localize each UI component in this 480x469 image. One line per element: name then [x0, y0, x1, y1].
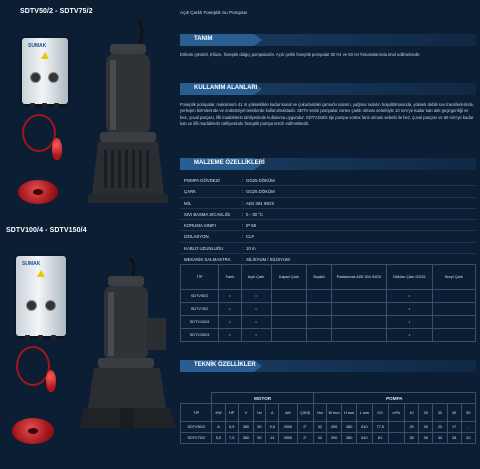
table-header-row — [181, 404, 476, 422]
table-cell: HP — [225, 404, 238, 422]
property-row: KORUMA SINIFI : IP 68 — [180, 220, 476, 231]
property-row: SIVI BASMA SICAKLIĞI : 0 - 30 °C — [180, 209, 476, 220]
table-cell — [432, 303, 475, 316]
switch-knob-icon — [26, 300, 37, 311]
table-cell — [271, 329, 307, 342]
table-cell: V — [238, 404, 253, 422]
property-row: İZOLASYON : CLF — [180, 231, 476, 242]
table-cell: 9,5 — [266, 422, 279, 433]
pump-image-bottom — [80, 258, 176, 438]
table-cell: 17 — [447, 422, 461, 433]
table-group-row — [181, 393, 476, 404]
control-box-bottom — [16, 256, 66, 336]
table-header-row — [181, 265, 476, 290]
table-cell — [331, 329, 386, 342]
table-cell: MOTOR — [212, 393, 313, 404]
table-cell: 380 — [342, 433, 357, 444]
table-cell: SDTV75/2 — [181, 433, 212, 444]
table-cell: 5,5 — [212, 433, 225, 444]
section-header-tanim — [180, 34, 476, 46]
table-cell: TİP — [181, 404, 212, 422]
table-cell: 77,5 — [372, 422, 388, 433]
table-cell — [331, 316, 386, 329]
kullanim-text: Foseptik pompalar, maksimum 41 m yükseklikle kadar kanal ve çukurlardaki çamurlu suların, yağmur suların boşaltılmasında, yüksek debili sıvı transferlerinde, yerleşim birimlerinde ve endüstriyel tesislerde kullanılmaktadır. SDTV serisi pompalar vortex çarklı olması sebebiyle 10 mm'ye kadar katı atık geçirgenliği ve bez, çuval parçası, lifli maddelerin tahliyesinde kullanıma uygundur. SDTV150/4 tipi pompa vortex fanlı olması sebebi ile bez, çuval parçası ve 50 mm'ye kadar katı ve lifli maddelerin tahliyesinde foseptik pompa tercih edilmektedir. — [180, 102, 475, 127]
table-cell: 28 — [447, 433, 461, 444]
table-cell — [271, 303, 307, 316]
table-cell: • — [387, 290, 432, 303]
property-row: POMPA GÖVDESİ : GG25 DÖKÜM — [180, 175, 476, 186]
table-cell: 29 — [404, 422, 418, 433]
table-cell: Açık Çark — [241, 265, 271, 290]
table-cell: 380 — [342, 422, 357, 433]
table-cell: 5,5 — [225, 422, 238, 433]
table-cell — [388, 433, 404, 444]
property-row: KABLO UZUNLUĞU : 10 m — [180, 243, 476, 254]
table-row — [181, 290, 476, 303]
table-cell: 380 — [238, 422, 253, 433]
content-column — [172, 0, 480, 469]
table-cell: 33 — [433, 433, 447, 444]
model-title-bottom: SDTV100/4 - SDTV150/4 — [6, 227, 87, 234]
table-cell — [307, 303, 331, 316]
table-cell: 610 — [357, 433, 372, 444]
cable-gland-icon — [25, 335, 30, 340]
section-title-tanim: TANIM — [194, 36, 213, 42]
table-cell: 20 — [461, 433, 475, 444]
table-cell: A — [212, 422, 225, 433]
cable-gland-icon — [38, 335, 43, 340]
table-cell: KG — [372, 404, 388, 422]
table-cell: 2" — [297, 433, 313, 444]
table-cell: SDTV75/2 — [181, 303, 219, 316]
cable-gland-icon — [51, 335, 56, 340]
table-cell: m³/h — [388, 404, 404, 422]
table-cell: Hz — [253, 404, 265, 422]
table-cell: 50 — [253, 422, 265, 433]
table-cell — [331, 290, 386, 303]
table-cell: SDTV100/4 — [181, 316, 219, 329]
table-row — [181, 422, 476, 433]
float-switch-icon — [46, 370, 56, 392]
table-cell: 380 — [238, 433, 253, 444]
section-header-malzeme — [180, 158, 476, 170]
table-cell: 38 — [404, 433, 418, 444]
material-table — [180, 264, 476, 342]
table-cell: L mm — [357, 404, 372, 422]
table-row — [181, 303, 476, 316]
switch-knob-icon — [45, 300, 56, 311]
cable-gland-icon — [54, 103, 59, 108]
table-cell: 20 — [419, 404, 433, 422]
table-cell: 40 — [447, 404, 461, 422]
table-cell: 7,5 — [225, 433, 238, 444]
table-cell — [388, 422, 404, 433]
section-title-kullanim: KULLANIM ALANLARI — [194, 85, 258, 91]
table-cell: 50 — [253, 433, 265, 444]
section-tag — [180, 34, 254, 46]
table-cell: 32 — [313, 422, 326, 433]
control-box-top — [22, 38, 68, 104]
float-cable-icon — [22, 114, 56, 152]
table-cell: SDTV50/2 — [181, 422, 212, 433]
table-cell: 2900 — [279, 422, 297, 433]
table-cell: SDTV50/2 — [181, 290, 219, 303]
table-cell: POMPA — [313, 393, 475, 404]
tech-table — [180, 392, 476, 444]
table-cell: 290 — [326, 433, 341, 444]
table-cell: • — [241, 316, 271, 329]
cable-gland-icon — [30, 103, 35, 108]
table-cell: SDTV150/4 — [181, 329, 219, 342]
tanim-text: Döküm gövdeli, trifaze, foseptik dalgıç pompalardır. Açık çarklı foseptik pompalar 50 Hz ve 60 Hz frekanslarında imal edilmektedir. — [180, 52, 421, 57]
table-cell: • — [387, 316, 432, 329]
table-cell: • — [241, 290, 271, 303]
table-cell — [307, 290, 331, 303]
table-cell: Noryl Çark — [432, 265, 475, 290]
property-row: MEKANİK SALMASTRA : SİLİSYUM / SİLİSYUM — [180, 254, 476, 265]
table-cell: W mm — [326, 404, 341, 422]
table-cell: Kapalı Çark — [271, 265, 307, 290]
float-cable-icon — [16, 346, 50, 386]
switch-knob-icon — [48, 72, 59, 83]
impeller-icon — [18, 180, 58, 204]
table-row — [181, 316, 476, 329]
table-cell — [432, 316, 475, 329]
table-cell: Fanlı — [219, 265, 241, 290]
table-cell: 10 — [404, 404, 418, 422]
section-title-malzeme: MALZEME ÖZELLİKLERİ — [194, 160, 265, 166]
section-header-teknik — [180, 360, 476, 372]
table-cell: KW — [212, 404, 225, 422]
property-row: MİL : AISI 304 INOX — [180, 198, 476, 209]
table-cell: • — [387, 329, 432, 342]
table-cell: ÇIKIŞ — [297, 404, 313, 422]
table-cell: 50 — [461, 404, 475, 422]
model-title-top: SDTV50/2 - SDTV75/2 — [20, 8, 93, 15]
table-cell: H mm — [342, 404, 357, 422]
switch-knob-icon — [30, 72, 41, 83]
table-cell: 36 — [419, 433, 433, 444]
table-cell: 26 — [419, 422, 433, 433]
table-cell — [307, 329, 331, 342]
table-cell: A — [266, 404, 279, 422]
cable-gland-icon — [42, 103, 47, 108]
table-cell — [271, 290, 307, 303]
table-cell — [271, 316, 307, 329]
brand-label-top: SUMAK — [28, 43, 47, 49]
table-cell: 81 — [372, 433, 388, 444]
table-cell: • — [241, 329, 271, 342]
table-cell: Döküm Çark GG25 — [387, 265, 432, 290]
table-row — [181, 329, 476, 342]
table-cell — [432, 329, 475, 342]
table-cell: • — [387, 303, 432, 316]
warning-icon — [37, 270, 45, 277]
pump-image-top — [80, 20, 176, 210]
table-cell: d/d — [279, 404, 297, 422]
section-title-teknik: TEKNİK ÖZELLİKLER — [194, 362, 256, 368]
product-column — [0, 0, 178, 469]
table-cell — [432, 290, 475, 303]
table-cell: • — [219, 303, 241, 316]
table-cell: Paslanmaz AISI 304 INOX — [331, 265, 386, 290]
table-cell: 2900 — [279, 433, 297, 444]
table-cell: • — [219, 316, 241, 329]
table-cell — [331, 303, 386, 316]
table-cell: 23 — [433, 422, 447, 433]
warning-icon — [41, 52, 49, 59]
table-row — [181, 433, 476, 444]
table-cell: Hm — [313, 404, 326, 422]
table-cell: • — [219, 290, 241, 303]
float-switch-icon — [52, 138, 62, 160]
table-cell: 610 — [357, 422, 372, 433]
table-cell: • — [241, 303, 271, 316]
table-cell: 290 — [326, 422, 341, 433]
table-cell — [181, 393, 212, 404]
property-list — [180, 175, 476, 265]
property-row: ÇARK : GG25 DÖKÜM — [180, 186, 476, 197]
table-cell: 30 — [433, 404, 447, 422]
impeller-icon — [12, 418, 54, 444]
table-cell: 42 — [313, 433, 326, 444]
table-cell: • — [219, 329, 241, 342]
table-cell — [307, 316, 331, 329]
brand-label-bottom: SUMAK — [22, 261, 41, 267]
table-cell: - — [461, 422, 475, 433]
table-cell: 14 — [266, 433, 279, 444]
table-cell: TİP — [181, 265, 219, 290]
page-subtitle: Açık Çarklı Foseptik Su Pompası — [180, 10, 248, 15]
table-cell: 2" — [297, 422, 313, 433]
section-header-kullanim — [180, 83, 476, 95]
table-cell: Bıçaklı — [307, 265, 331, 290]
